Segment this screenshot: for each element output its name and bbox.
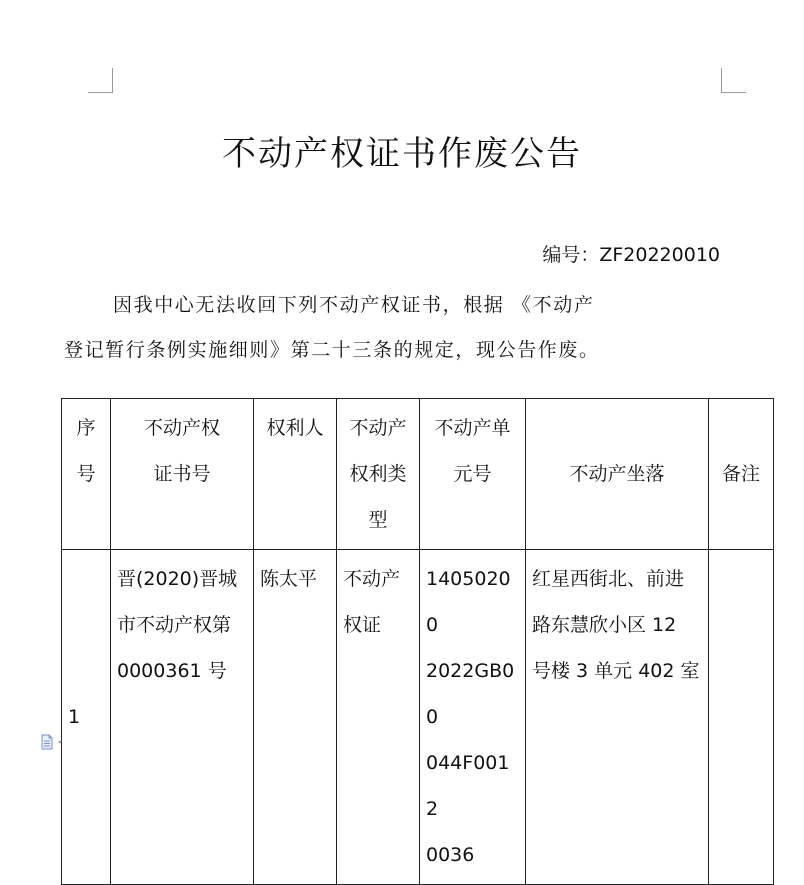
- cell-cert-line2: 市不动产权第: [117, 614, 232, 636]
- announcement-paragraph: [64, 283, 738, 373]
- page-corner-marker-top-right: [721, 68, 746, 93]
- cell-seq-text: 1: [68, 706, 81, 728]
- cell-location-line1: 红星西街北、前进: [532, 568, 685, 590]
- header-location-text: 不动产坐落: [569, 463, 665, 485]
- cell-unit-line1: 14050200: [426, 568, 511, 636]
- header-unit-line1: 不动产单: [434, 417, 511, 439]
- cell-unit-number: [420, 550, 526, 885]
- header-unit-number: [420, 399, 526, 550]
- cell-type-line2: 权证: [343, 614, 382, 636]
- header-cert-line2: 证书号: [153, 463, 211, 485]
- cell-remark: [709, 550, 774, 885]
- header-remark-text: 备注: [721, 463, 760, 485]
- cell-location-line2: 路东慧欣小区 12: [532, 614, 677, 636]
- header-seq-line2: 号: [76, 463, 96, 485]
- cell-holder-text: 陈太平: [260, 568, 318, 590]
- table-header-row: [62, 399, 774, 550]
- certificate-table: [61, 398, 774, 885]
- cell-cert-line1: 晋(2020)晋城: [117, 568, 238, 590]
- header-remark: [709, 399, 774, 550]
- page-title: 不动产权证书作废公告: [222, 134, 582, 174]
- cell-location-line3: 号楼 3 单元 402 室: [532, 660, 700, 682]
- document-number-value: ZF20220010: [599, 244, 720, 266]
- table-row: [62, 550, 774, 885]
- dropdown-arrow-icon[interactable]: [58, 741, 62, 744]
- header-location: [526, 399, 709, 550]
- cell-holder: [254, 550, 337, 885]
- cell-right-type: [337, 550, 420, 885]
- document-number-label: 编号：: [542, 244, 600, 266]
- cell-unit-line3: 044F0012: [426, 752, 510, 820]
- cell-cert-number: [111, 550, 254, 885]
- paragraph-line-1: 因我中心无法收回下列不动产权证书，根据 《不动产: [113, 294, 595, 316]
- header-seq-line1: 序: [76, 417, 96, 439]
- cell-seq: [62, 550, 111, 885]
- cell-location: [526, 550, 709, 885]
- paragraph-line-2: 登记暂行条例实施细则》第二十三条的规定，现公告作废。: [64, 339, 600, 361]
- header-type-line1: 不动产: [349, 417, 407, 439]
- header-holder-text: 权利人: [266, 417, 324, 439]
- document-number: [542, 240, 720, 267]
- header-cert-number: [111, 399, 254, 550]
- page-corner-marker-top-left: [88, 68, 113, 93]
- header-holder: [254, 399, 337, 550]
- cell-type-line1: 不动产: [343, 568, 401, 590]
- header-cert-line1: 不动产权: [143, 417, 220, 439]
- header-type-line3: 型: [368, 509, 388, 531]
- header-seq: [62, 399, 111, 550]
- cell-unit-line4: 0036: [426, 844, 475, 866]
- cell-cert-line3: 0000361 号: [117, 660, 227, 682]
- header-type-line2: 权利类: [349, 463, 407, 485]
- cell-unit-line2: 2022GB00: [426, 660, 515, 728]
- document-icon[interactable]: [40, 734, 66, 750]
- header-unit-line2: 元号: [453, 463, 492, 485]
- header-right-type: [337, 399, 420, 550]
